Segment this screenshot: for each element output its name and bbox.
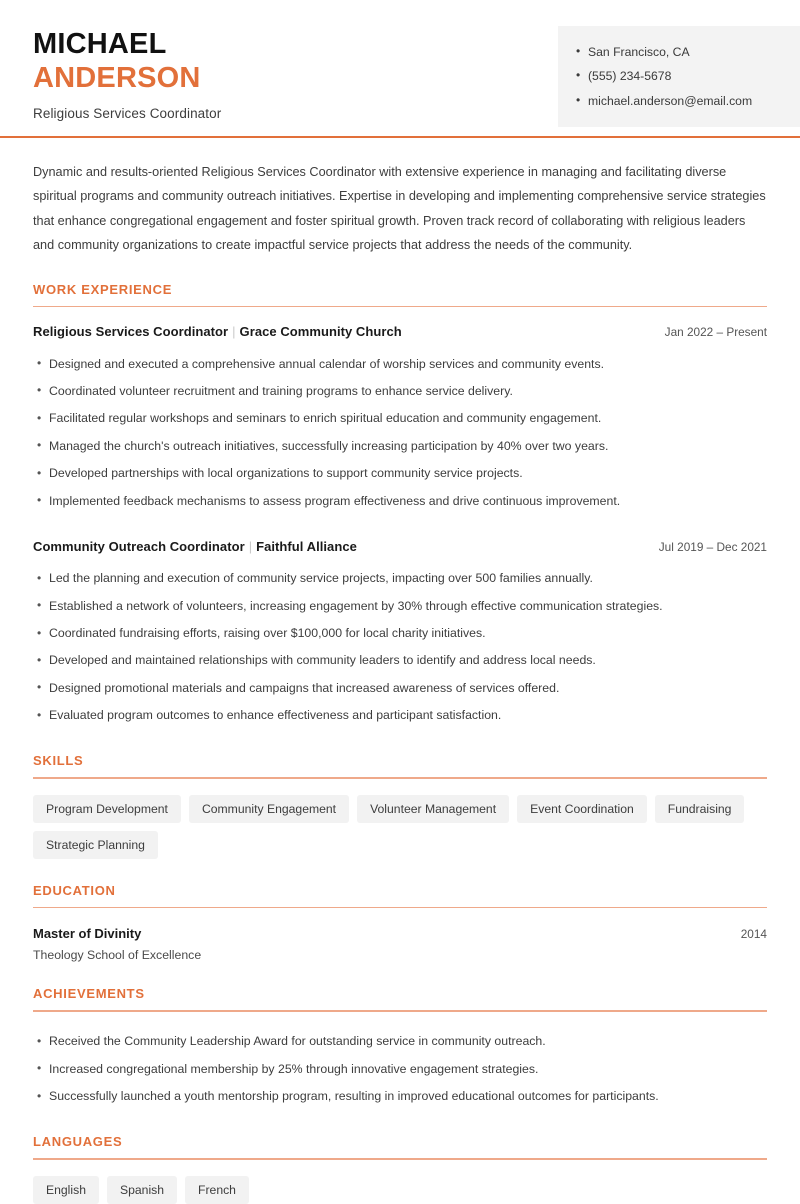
education-year: 2014 bbox=[740, 927, 767, 942]
experience-bullet: • Developed partnerships with local organizations to support community service projects. bbox=[49, 460, 767, 487]
language-tag: French bbox=[185, 1176, 249, 1204]
achievements-list bbox=[33, 1028, 767, 1110]
contact-location: • San Francisco, CA bbox=[588, 40, 790, 64]
experience-bullet: • Designed and executed a comprehensive annual calendar of worship services and community events. bbox=[49, 350, 767, 377]
section-divider bbox=[33, 306, 767, 308]
experience-date-range: Jul 2019 – Dec 2021 bbox=[658, 539, 767, 554]
achievement-bullet: • Received the Community Leadership Award for outstanding service in community outreach. bbox=[49, 1028, 767, 1055]
contact-list bbox=[558, 40, 800, 113]
section-title-achievements: ACHIEVEMENTS bbox=[33, 986, 145, 1002]
experience-bullet: • Established a network of volunteers, increasing engagement by 30% through effective communication strategies. bbox=[49, 592, 767, 619]
languages-tag-list bbox=[33, 1176, 767, 1204]
last-name: ANDERSON bbox=[33, 61, 201, 94]
first-name: MICHAEL bbox=[33, 28, 167, 60]
contact-email: • michael.anderson@email.com bbox=[588, 89, 790, 113]
language-tag: Spanish bbox=[107, 1176, 177, 1204]
experience-title-line bbox=[33, 539, 357, 554]
experience-bullet: • Led the planning and execution of community service projects, impacting over 500 families annually. bbox=[49, 565, 767, 592]
section-divider bbox=[33, 1010, 767, 1012]
contact-info-box bbox=[558, 26, 800, 127]
section-title-skills: SKILLS bbox=[33, 753, 84, 769]
section-title-languages: LANGUAGES bbox=[33, 1134, 123, 1150]
achievement-bullet: • Increased congregational membership by 25% through innovative engagement strategies. bbox=[49, 1055, 767, 1082]
experience-entry bbox=[33, 324, 767, 515]
title-separator: | bbox=[248, 538, 253, 554]
experience-title-line bbox=[33, 324, 402, 339]
title-separator: | bbox=[232, 324, 236, 339]
experience-entry-header bbox=[33, 324, 767, 339]
skill-tag: Community Engagement bbox=[189, 795, 349, 823]
section-title-education: EDUCATION bbox=[33, 882, 116, 898]
experience-entry-header bbox=[33, 539, 767, 554]
section-divider bbox=[33, 1158, 767, 1160]
skill-tag: Volunteer Management bbox=[357, 795, 509, 823]
contact-phone: • (555) 234-5678 bbox=[588, 64, 790, 88]
section-achievements bbox=[33, 986, 767, 1110]
headline-job-title: Religious Services Coordinator bbox=[33, 105, 222, 121]
skills-tag-list bbox=[33, 795, 767, 859]
education-degree: Master of Divinity bbox=[33, 926, 142, 942]
section-languages bbox=[33, 1134, 767, 1204]
identity-block bbox=[0, 26, 221, 121]
achievement-bullet: • Successfully launched a youth mentorship program, resulting in improved educational outcomes for participants. bbox=[49, 1083, 767, 1110]
section-work-experience bbox=[33, 282, 767, 730]
experience-organization: Grace Community Church bbox=[239, 324, 402, 339]
section-skills bbox=[33, 753, 767, 859]
experience-bullet: • Evaluated program outcomes to enhance effectiveness and participant satisfaction. bbox=[49, 702, 767, 729]
section-title-work-experience: WORK EXPERIENCE bbox=[33, 281, 173, 297]
education-entry-header bbox=[33, 926, 767, 941]
skill-tag: Fundraising bbox=[655, 795, 745, 823]
header-accent-rule bbox=[0, 136, 800, 138]
experience-date-range: Jan 2022 – Present bbox=[664, 325, 767, 339]
skill-tag: Program Development bbox=[33, 795, 181, 823]
experience-bullet: • Coordinated volunteer recruitment and training programs to enhance service delivery. bbox=[49, 377, 767, 404]
education-entry bbox=[33, 926, 767, 962]
section-divider bbox=[33, 907, 767, 909]
resume-content bbox=[0, 160, 800, 1204]
professional-summary: Dynamic and results-oriented Religious Services Coordinator with extensive experience in managing and facilitating diverse spiritual programs and community outreach initiatives. Expertise in developing and implementing comprehensive service strategies that enhance congregational engagement and foster spiritual growth. Proven track record of collaborating with religious leaders and community organizations to create impactful service projects that address the needs of the community. bbox=[33, 165, 766, 253]
experience-role: Religious Services Coordinator bbox=[33, 324, 229, 339]
skill-tag: Strategic Planning bbox=[33, 831, 158, 859]
experience-bullet: • Coordinated fundraising efforts, raising over $100,000 for local charity initiatives. bbox=[49, 620, 767, 647]
education-school: Theology School of Excellence bbox=[33, 948, 202, 963]
experience-bullet: • Developed and maintained relationships with community leaders to identify and address local needs. bbox=[49, 647, 767, 674]
section-divider bbox=[33, 777, 767, 779]
experience-role: Community Outreach Coordinator bbox=[33, 538, 245, 554]
experience-bullet-list bbox=[33, 350, 767, 515]
skill-tag: Event Coordination bbox=[517, 795, 647, 823]
experience-bullet: • Designed promotional materials and campaigns that increased awareness of services offered. bbox=[49, 674, 767, 701]
section-education bbox=[33, 883, 767, 963]
experience-organization: Faithful Alliance bbox=[256, 538, 357, 554]
experience-bullet: • Implemented feedback mechanisms to assess program effectiveness and drive continuous improvement. bbox=[49, 487, 767, 514]
experience-bullet: • Managed the church's outreach initiatives, successfully increasing participation by 40% over two years. bbox=[49, 432, 767, 459]
resume-header bbox=[0, 0, 800, 121]
experience-bullet-list bbox=[33, 565, 767, 730]
experience-bullet: • Facilitated regular workshops and seminars to enrich spiritual education and community engagement. bbox=[49, 405, 767, 432]
language-tag: English bbox=[33, 1176, 99, 1204]
experience-entry bbox=[33, 539, 767, 730]
